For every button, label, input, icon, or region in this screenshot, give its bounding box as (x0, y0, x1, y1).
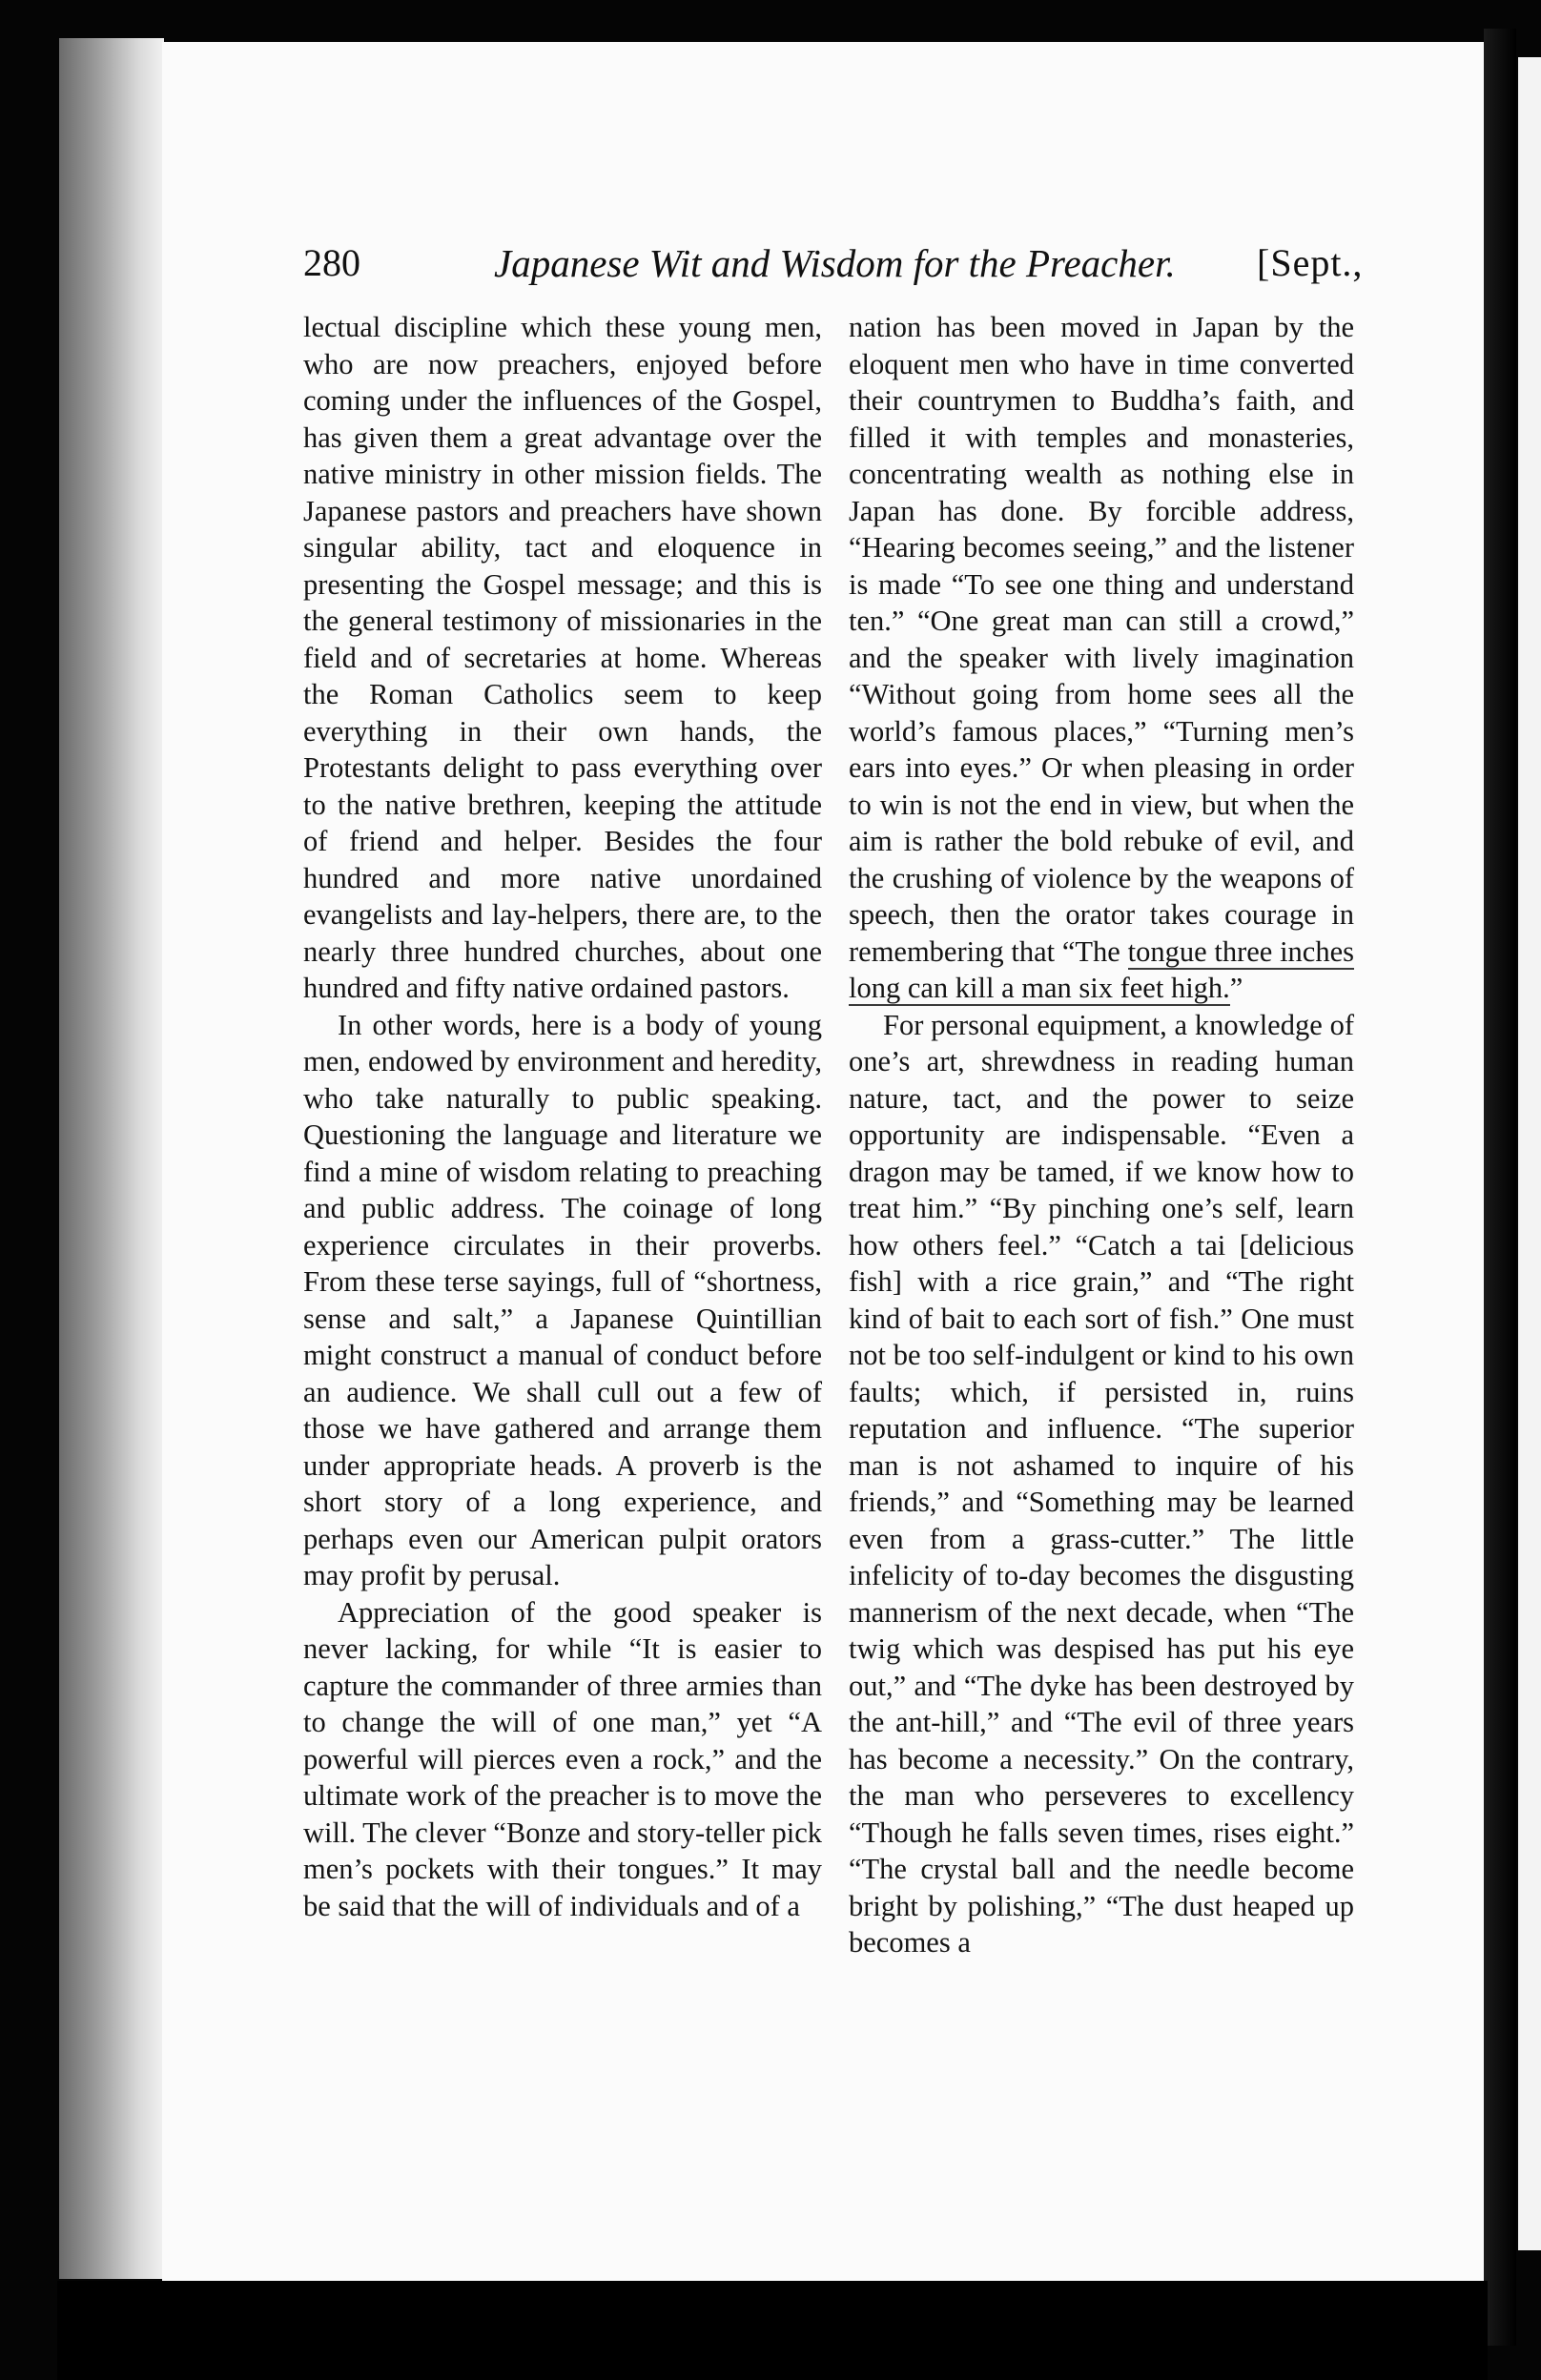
issue-month: [Sept., (1257, 241, 1364, 284)
scan-border (57, 2281, 1488, 2380)
paragraph: lectual discipline which these young men, who are now preachers, enjoyed before coming under the influences of the Gospel, has given them a great advantage over the native ministry in other mission fields. The Japanese pastors and preachers have shown singular ability, tact and eloquence in presenting the Gospel message; and this is the general testimony of missionaries in the field and of secretaries at home. Whereas the Roman Catholics seem to keep everything in their own hands, the Protestants delight to pass everything over to the native brethren, keeping the attitude of friend and helper. Besides the four hundred and more native unordained evangelists and lay-helpers, there are, to the nearly three hundred churches, about one hundred and fifty native ordained pastors. (303, 311, 822, 1004)
paragraph (849, 309, 1354, 1007)
closing-quote: ” (1229, 972, 1243, 1004)
paragraph: Appreciation of the good speaker is never lacking, for while “It is easier to capture the commander of three armies than to change the will of one man,” yet “A powerful will pierces even a rock,” and the ultimate work of the preacher is to move the will. The clever “Bonze and story-teller pick men’s pockets with their tongues.” It may be said that the will of individuals and of a (303, 1595, 822, 1922)
paragraph-text: nation has been moved in Japan by the eloquent men who have in time converted their countrymen to Buddha’s faith, and filled it with temples and monasteries, concentrating wealth as nothing else in Japan has done. By forcible address, “Hearing becomes seeing,” and the listener is made “To see one thing and understand ten.” “One great man can still a crowd,” and the speaker with lively imagination “Without going from home sees all the world’s famous places,” “Turning men’s ears into eyes.” Or when pleasing in order to win is not the end in view, but when the aim is rather the bold rebuke of evil, and the crushing of violence by the weapons of speech, then the orator takes courage in remembering that “The (849, 311, 1354, 968)
page-gutter-shadow (59, 38, 164, 2279)
article-title: Japanese Wit and Wisdom for the Preacher. (494, 241, 1176, 285)
next-page-edge (1518, 57, 1541, 2250)
page-number: 280 (303, 241, 360, 284)
running-head (303, 240, 1486, 298)
handwritten-underline: tongue three inches long can kill a man six feet high. (849, 934, 1355, 1004)
left-column (303, 309, 822, 1924)
binding-edge (1484, 29, 1516, 2346)
paragraph: For personal equipment, a knowledge of one’s art, shrewdness in reading human nature, tact, and the power to seize opportunity are indispensable. “Even a dragon may be tamed, if we know how to treat him.” “By pinching one’s self, learn how others feel.” “Catch a tai [delicious fish] with a rice grain,” and “The right kind of bait to each sort of fish.” One must not be too self-indulgent or kind to his own faults; which, if persisted in, ruins reputation and influence. “The superior man is not ashamed to inquire of his friends,” and “Something may be learned even from a grass-cutter.” The little infelicity of to-day becomes the disgusting mannerism of the next decade, when “The twig which was despised has put his eye out,” and “The dyke has been destroyed by the ant-hill,” and “The evil of three years has become a necessity.” On the contrary, the man who perseveres to excellency “Though he falls seven times, rises eight.” “The crystal ball and the needle become bright by polishing,” “The dust heaped up becomes a (849, 1008, 1354, 1959)
paragraph: In other words, here is a body of young men, endowed by environment and heredity, who take naturally to public speaking. Questioning the language and literature we find a mine of wisdom relating to preaching and public address. The coinage of long experience circulates in their proverbs. From these terse sayings, full of “shortness, sense and salt,” a Japanese Quintillian might construct a manual of conduct before an audience. We shall cull out a few of those we have gathered and arrange them under appropriate heads. A proverb is the short story of a long experience, and perhaps even our American pulpit orators may profit by perusal. (303, 1008, 822, 1591)
right-column (849, 309, 1354, 1961)
